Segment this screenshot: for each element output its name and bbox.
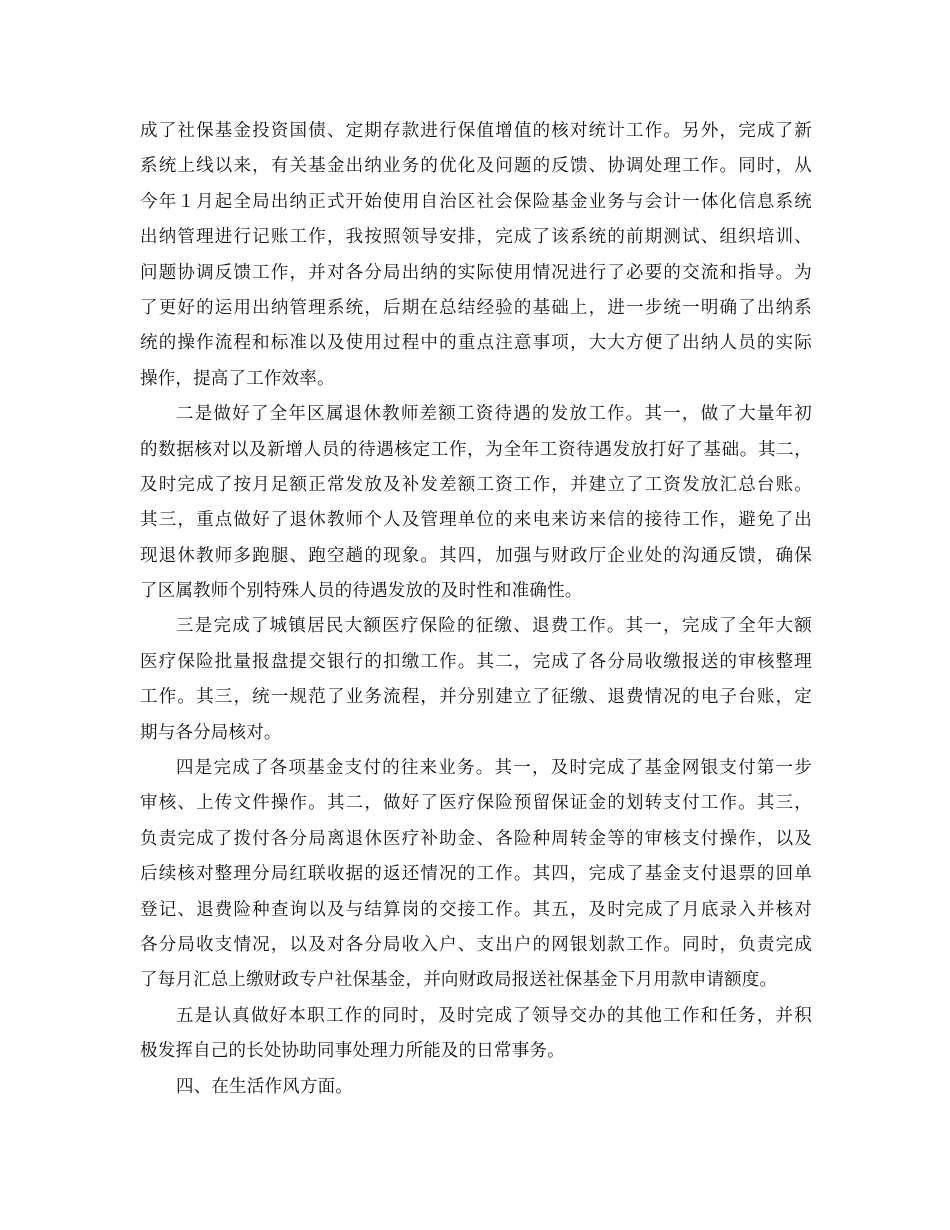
text-line: 其三，重点做好了退休教师个人及管理单位的来电来访来信的接待工作，避免了出 <box>140 510 812 531</box>
paragraph-2 <box>140 397 812 609</box>
paragraph-5 <box>140 999 812 1070</box>
text-line: 现退休教师多跑腿、跑空趟的现象。其四，加强与财政厅企业处的沟通反馈，确保 <box>140 545 812 566</box>
text-line: 医疗保险批量报盘提交银行的扣缴工作。其二，完成了各分局收缴报送的审核整理 <box>140 651 812 672</box>
text-line: 各分局收支情况，以及对各分局收入户、支出户的网银划款工作。同时，负责完成 <box>140 934 812 955</box>
text-line: 今年１月起全局出纳正式开始使用自治区社会保险基金业务与会计一体化信息系统 <box>140 191 812 212</box>
text-line: 出纳管理进行记账工作，我按照领导安排，完成了该系统的前期测试、组织培训、 <box>140 227 812 248</box>
section-heading-text: 四、在生活作风方面。 <box>176 1076 353 1097</box>
text-line: 审核、上传文件操作。其二，做好了医疗保险预留保证金的划转支付工作。其三， <box>140 793 812 814</box>
text-line: 的数据核对以及新增人员的待遇核定工作，为全年工资待遇发放打好了基础。其二， <box>140 439 812 460</box>
section-heading <box>140 1070 812 1105</box>
text-line: 成了社保基金投资国债、定期存款进行保值增值的核对统计工作。另外，完成了新 <box>140 121 812 141</box>
document-body <box>140 114 812 1105</box>
text-line: 了更好的运用出纳管理系统，后期在总结经验的基础上，进一步统一明确了出纳系 <box>140 297 812 318</box>
paragraph-3 <box>140 609 812 751</box>
text-line: 期与各分局核对。 <box>140 722 282 743</box>
text-line: 登记、退费险种查询以及与结算岗的交接工作。其五，及时完成了月底录入并核对 <box>140 899 812 920</box>
text-line: 了区属教师个别特殊人员的待遇发放的及时性和准确性。 <box>140 581 583 602</box>
paragraph-4 <box>140 751 812 999</box>
paragraph-1 <box>140 114 812 397</box>
text-line: 五是认真做好本职工作的同时，及时完成了领导交办的其他工作和任务，并积 <box>176 1005 812 1026</box>
text-line: 操作，提高了工作效率。 <box>140 368 335 389</box>
text-line: 工作。其三，统一规范了业务流程，并分别建立了征缴、退费情况的电子台账，定 <box>140 687 812 708</box>
text-line: 负责完成了拨付各分局离退休医疗补助金、各险种周转金等的审核支付操作，以及 <box>140 828 812 849</box>
text-line: 极发挥自己的长处协助同事处理力所能及的日常事务。 <box>140 1041 565 1062</box>
text-line: 三是完成了城镇居民大额医疗保险的征缴、退费工作。其一，完成了全年大额 <box>176 616 812 637</box>
text-line: 二是做好了全年区属退休教师差额工资待遇的发放工作。其一，做了大量年初 <box>176 404 812 425</box>
text-line: 后续核对整理分局红联收据的返还情况的工作。其四，完成了基金支付退票的回单 <box>140 864 812 885</box>
text-line: 问题协调反馈工作，并对各分局出纳的实际使用情况进行了必要的交流和指导。为 <box>140 262 812 283</box>
text-line: 四是完成了各项基金支付的往来业务。其一，及时完成了基金网银支付第一步 <box>176 758 812 779</box>
text-line: 及时完成了按月足额正常发放及补发差额工资工作，并建立了工资发放汇总台账。 <box>140 474 812 495</box>
text-line: 系统上线以来，有关基金出纳业务的优化及问题的反馈、协调处理工作。同时，从 <box>140 156 812 177</box>
text-line: 统的操作流程和标准以及使用过程中的重点注意事项，大大方便了出纳人员的实际 <box>140 333 812 354</box>
text-line: 了每月汇总上缴财政专户社保基金，并向财政局报送社保基金下月用款申请额度。 <box>140 970 778 991</box>
